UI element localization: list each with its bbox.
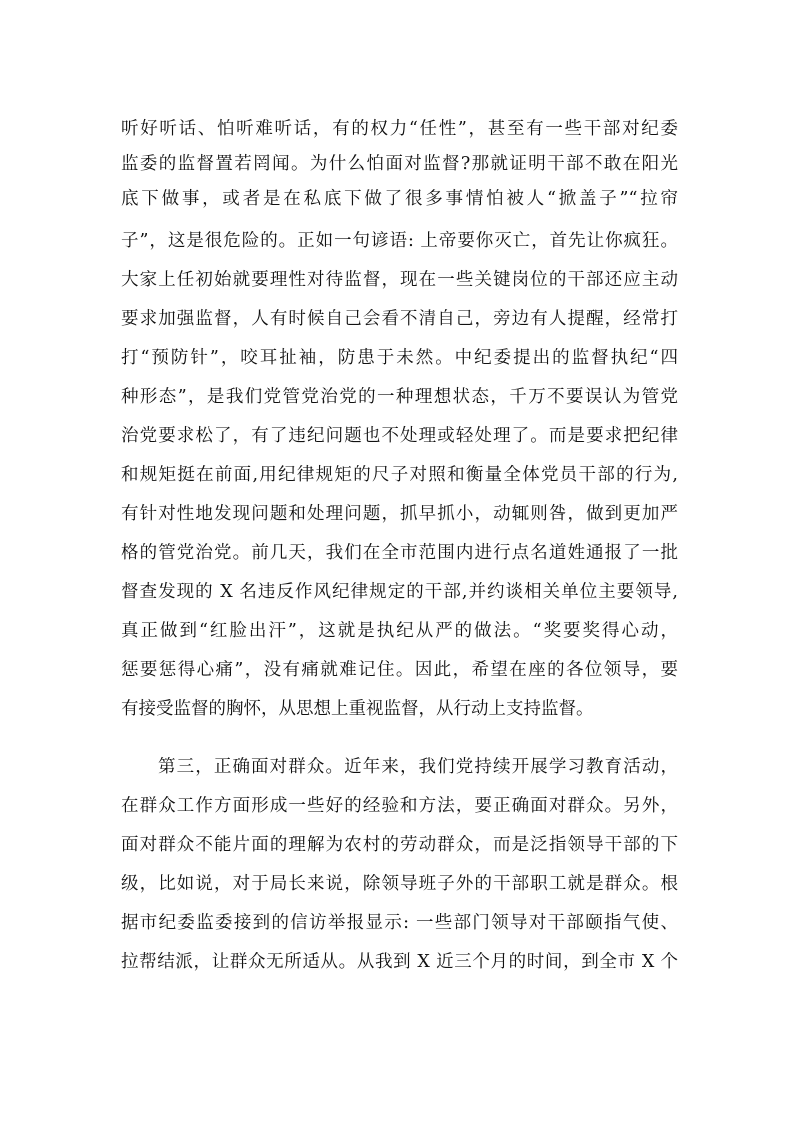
paragraph-line-last: 有接受监督的胸怀，从思想上重视监督，从行动上支持监督。 (121, 699, 594, 719)
paragraph-line: 治党要求松了，有了违纪问题也不处理或轻处理了。而是要求把纪律 (121, 426, 678, 446)
paragraph-line: 督查发现的 X 名违反作风纪律规定的干部,并约谈相关单位主要领导, (121, 582, 678, 602)
paragraph-line: 种形态”，是我们党管党治党的一种理想状态，千万不要误认为管党 (121, 387, 678, 407)
paragraph-line: 监委的监督置若罔闻。为什么怕面对监督?那就证明干部不敢在阳光 (121, 154, 678, 174)
paragraph-line: 面对群众不能片面的理解为农村的劳动群众，而是泛指领导干部的下 (121, 835, 678, 855)
paragraph-line: 拉帮结派，让群众无所适从。从我到 X 近三个月的时间，到全市 X 个 (121, 952, 678, 972)
paragraph-line: 在群众工作方面形成一些好的经验和方法，要正确面对群众。另外， (121, 796, 678, 816)
paragraph-line-first: 第三，正确面对群众。近年来，我们党持续开展学习教育活动， (158, 757, 678, 777)
paragraph-line: 格的管党治党。前几天，我们在全市范围内进行点名道姓通报了一批 (121, 543, 678, 563)
paragraph-line: 要求加强监督，人有时候自己会看不清自己，旁边有人提醒，经常打 (121, 309, 678, 329)
paragraph-line: 底下做事，或者是在私底下做了很多事情怕被人“掀盖子”“拉帘 (121, 189, 678, 209)
paragraph-line: 真正做到“红脸出汗”，这就是执纪从严的做法。“奖要奖得心动， (121, 621, 678, 641)
paragraph-line: 听好听话、怕听难听话，有的权力“任性”，甚至有一些干部对纪委 (121, 119, 678, 139)
paragraph-line: 有针对性地发现问题和处理问题，抓早抓小，动辄则咎，做到更加严 (121, 504, 678, 524)
paragraph-line: 和规矩挺在前面,用纪律规矩的尺子对照和衡量全体党员干部的行为, (121, 465, 678, 485)
paragraph-line: 大家上任初始就要理性对待监督，现在一些关键岗位的干部还应主动 (121, 270, 678, 290)
paragraph-line: 据市纪委监委接到的信访举报显示: 一些部门领导对干部颐指气使、 (121, 913, 678, 933)
paragraph-line: 级，比如说，对于局长来说，除领导班子外的干部职工就是群众。根 (121, 874, 678, 894)
paragraph-line: 子”，这是很危险的。正如一句谚语: 上帝要你灭亡，首先让你疯狂。 (121, 231, 678, 251)
paragraph-line: 打“预防针”，咬耳扯袖，防患于未然。中纪委提出的监督执纪“四 (121, 348, 678, 368)
paragraph-line: 惩要惩得心痛”，没有痛就难记住。因此，希望在座的各位领导，要 (121, 660, 678, 680)
